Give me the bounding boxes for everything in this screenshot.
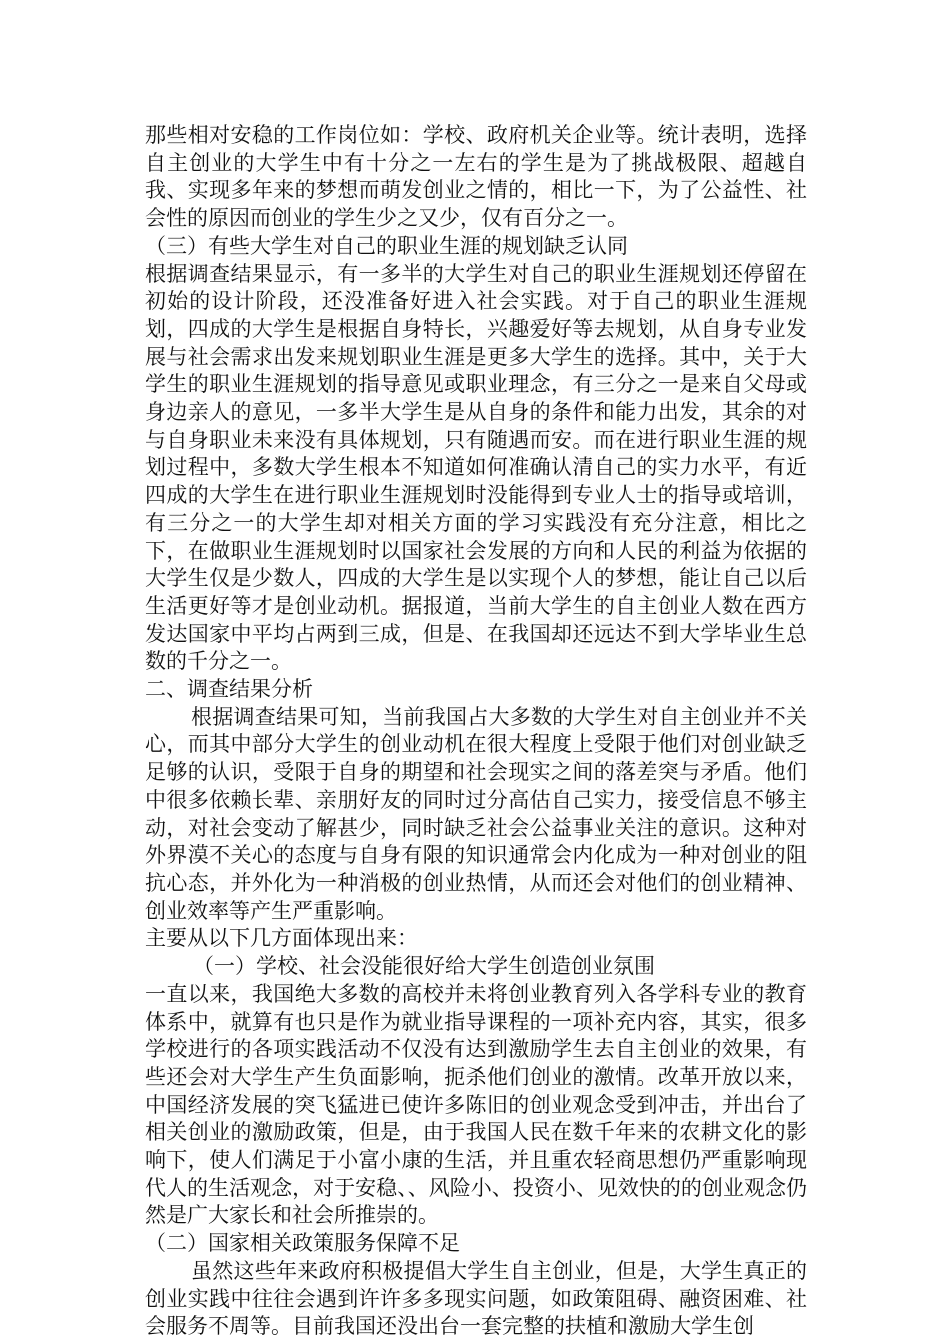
- section-heading-career-planning: （三）有些大学生对自己的职业生涯的规划缺乏认同: [145, 233, 628, 258]
- section-heading-analysis: 二、调查结果分析: [145, 677, 313, 702]
- paragraph-policy: 虽然这些年来政府积极提倡大学生自主创业，但是，大学生真正的创业实践中往往会遇到许许多多现实问题，如政策阻碍、融资困难、社会服务不周等。目前我国还没出台一套完整的扶植和激励大学生创: [145, 1258, 807, 1339]
- document-body: [145, 122, 807, 1341]
- paragraph-analysis: 根据调查结果可知，当前我国占大多数的大学生对自主创业并不关心，而其中部分大学生的创业动机在很大程度上受限于他们对创业缺乏足够的认识，受限于自身的期望和社会现实之间的落差突与矛盾。他们中很多依赖长辈、亲朋好友的同时过分高估自己实力，接受信息不够主动，对社会变动了解甚少，同时缺乏社会公益事业关注的意识。这种对外界漠不关心的态度与自身有限的知识通常会内化成为一种对创业的阻抗心态，并外化为一种消极的创业热情，从而还会对他们的创业精神、创业效率等产生严重影响。: [145, 704, 807, 923]
- section-heading-school-society: （一）学校、社会没能很好给大学生创造创业氛围: [193, 954, 655, 979]
- section-heading-policy: （二）国家相关政策服务保障不足: [145, 1231, 460, 1256]
- paragraph-aspects-intro: 主要从以下几方面体现出来：: [145, 926, 418, 951]
- paragraph-motivation-stats: 那些相对安稳的工作岗位如：学校、政府机关企业等。统计表明，选择自主创业的大学生中有十分之一左右的学生是为了挑战极限、超越自我、实现多年来的梦想而萌发创业之情的，相比一下，为了公益性、社会性的原因而创业的学生少之又少，仅有百分之一。: [145, 123, 807, 231]
- paragraph-career-planning: 根据调查结果显示，有一多半的大学生对自己的职业生涯规划还停留在初始的设计阶段，还没准备好进入社会实践。对于自己的职业生涯规划，四成的大学生是根据自身特长，兴趣爱好等去规划，从自身专业发展与社会需求出发来规划职业生涯是更多大学生的选择。其中，关于大学生的职业生涯规划的指导意见或职业理念，有三分之一是来自父母或身边亲人的意见，一多半大学生是从自身的条件和能力出发，其余的对与自身职业未来没有具体规划，只有随遇而安。而在进行职业生涯的规划过程中，多数大学生根本不知道如何准确认清自己的实力水平，有近四成的大学生在进行职业生涯规划时没能得到专业人士的指导或培训，有三分之一的大学生却对相关方面的学习实践没有充分注意，相比之下，在做职业生涯规划时以国家社会发展的方向和人民的利益为依据的大学生仅是少数人，四成的大学生是以实现个人的梦想，能让自己以后生活更好等才是创业动机。据报道，当前大学生的自主创业人数在西方发达国家中平均占两到三成，但是、在我国却还远达不到大学毕业生总数的千分之一。: [145, 261, 807, 674]
- paragraph-school-society: 一直以来，我国绝大多数的高校并未将创业教育列入各学科专业的教育体系中，就算有也只是作为就业指导课程的一项补充内容，其实，很多学校进行的各项实践活动不仅没有达到激励学生去自主创业的效果，有些还会对大学生产生负面影响，扼杀他们创业的激情。改革开放以来，中国经济发展的突飞猛进已使许多陈旧的创业观念受到冲击，并出台了相关创业的激励政策，但是，由于我国人民在数千年来的农耕文化的影响下，使人们满足于小富小康的生活，并且重农轻商思想仍严重影响现代人的生活观念，对于安稳、、风险小、投资小、见效快的的创业观念仍然是广大家长和社会所推崇的。: [145, 981, 807, 1228]
